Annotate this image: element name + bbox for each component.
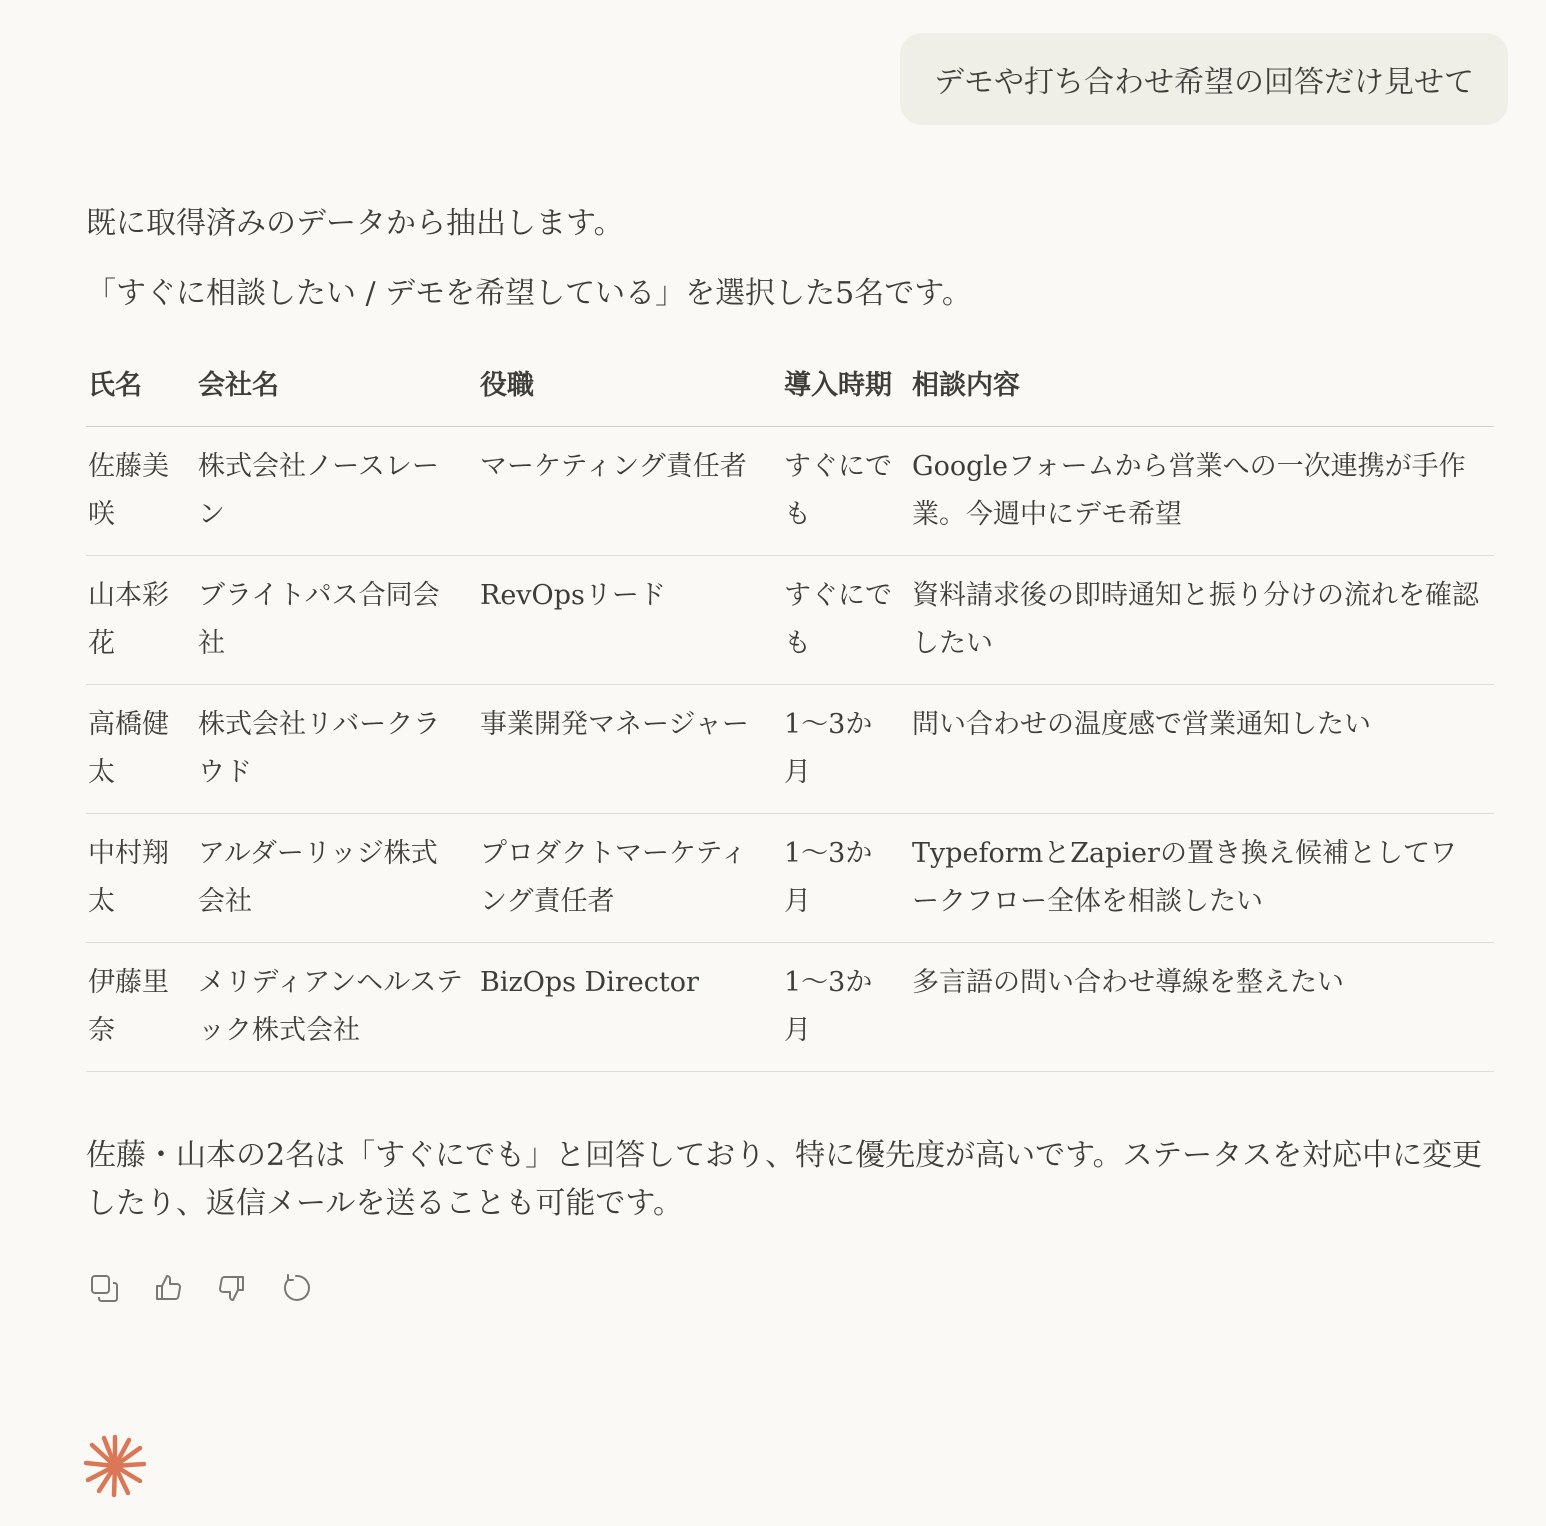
cell-role: プロダクトマーケティング責任者 (478, 814, 782, 943)
cell-timing: 1〜3か月 (782, 943, 910, 1072)
thumbs-up-icon (152, 1272, 184, 1304)
table-row (86, 814, 1494, 943)
results-table (86, 358, 1494, 1072)
cell-consultation: 問い合わせの温度感で営業通知したい (910, 685, 1494, 814)
retry-button[interactable] (278, 1270, 314, 1306)
table-row (86, 943, 1494, 1072)
header-name: 氏名 (86, 358, 196, 427)
thumbs-down-icon (216, 1272, 248, 1304)
cell-timing: 1〜3か月 (782, 685, 910, 814)
table-row (86, 685, 1494, 814)
response-summary: 「すぐに相談したい / デモを希望している」を選択した5名です。 (86, 276, 972, 311)
copy-icon (88, 1272, 120, 1304)
user-message-bubble: デモや打ち合わせ希望の回答だけ見せて (900, 33, 1508, 125)
thumbs-down-button[interactable] (214, 1270, 250, 1306)
cell-role: 事業開発マネージャー (478, 685, 782, 814)
assistant-response (86, 200, 1494, 1306)
table-row (86, 556, 1494, 685)
copy-button[interactable] (86, 1270, 122, 1306)
cell-role: マーケティング責任者 (478, 427, 782, 556)
cell-name: 伊藤里奈 (86, 943, 196, 1072)
cell-name: 山本彩花 (86, 556, 196, 685)
cell-company: 株式会社ノースレーン (196, 427, 478, 556)
cell-name: 佐藤美咲 (86, 427, 196, 556)
header-timing: 導入時期 (782, 358, 910, 427)
table-row (86, 427, 1494, 556)
cell-timing: すぐにでも (782, 427, 910, 556)
cell-company: ブライトパス合同会社 (196, 556, 478, 685)
cell-company: メリディアンヘルステック株式会社 (196, 943, 478, 1072)
header-consultation: 相談内容 (910, 358, 1494, 427)
cell-consultation: 資料請求後の即時通知と振り分けの流れを確認したい (910, 556, 1494, 685)
response-closing: 佐藤・山本の2名は「すぐにでも」と回答しており、特に優先度が高いです。ステータスを対応中に変更したり、返信メールを送ることも可能です。 (86, 1138, 1483, 1221)
cell-consultation: TypeformとZapierの置き換え候補としてワークフロー全体を相談したい (910, 814, 1494, 943)
cell-company: アルダーリッジ株式会社 (196, 814, 478, 943)
cell-name: 高橋健太 (86, 685, 196, 814)
response-intro: 既に取得済みのデータから抽出します。 (86, 206, 624, 241)
sparkle-logo-icon (82, 1433, 148, 1499)
header-company: 会社名 (196, 358, 478, 427)
message-actions (86, 1270, 1494, 1306)
cell-company: 株式会社リバークラウド (196, 685, 478, 814)
cell-timing: 1〜3か月 (782, 814, 910, 943)
cell-role: RevOpsリード (478, 556, 782, 685)
cell-role: BizOps Director (478, 943, 782, 1072)
cell-timing: すぐにでも (782, 556, 910, 685)
thumbs-up-button[interactable] (150, 1270, 186, 1306)
cell-consultation: 多言語の問い合わせ導線を整えたい (910, 943, 1494, 1072)
cell-name: 中村翔太 (86, 814, 196, 943)
header-role: 役職 (478, 358, 782, 427)
retry-icon (280, 1272, 312, 1304)
cell-consultation: Googleフォームから営業への一次連携が手作業。今週中にデモ希望 (910, 427, 1494, 556)
table-header-row (86, 358, 1494, 427)
